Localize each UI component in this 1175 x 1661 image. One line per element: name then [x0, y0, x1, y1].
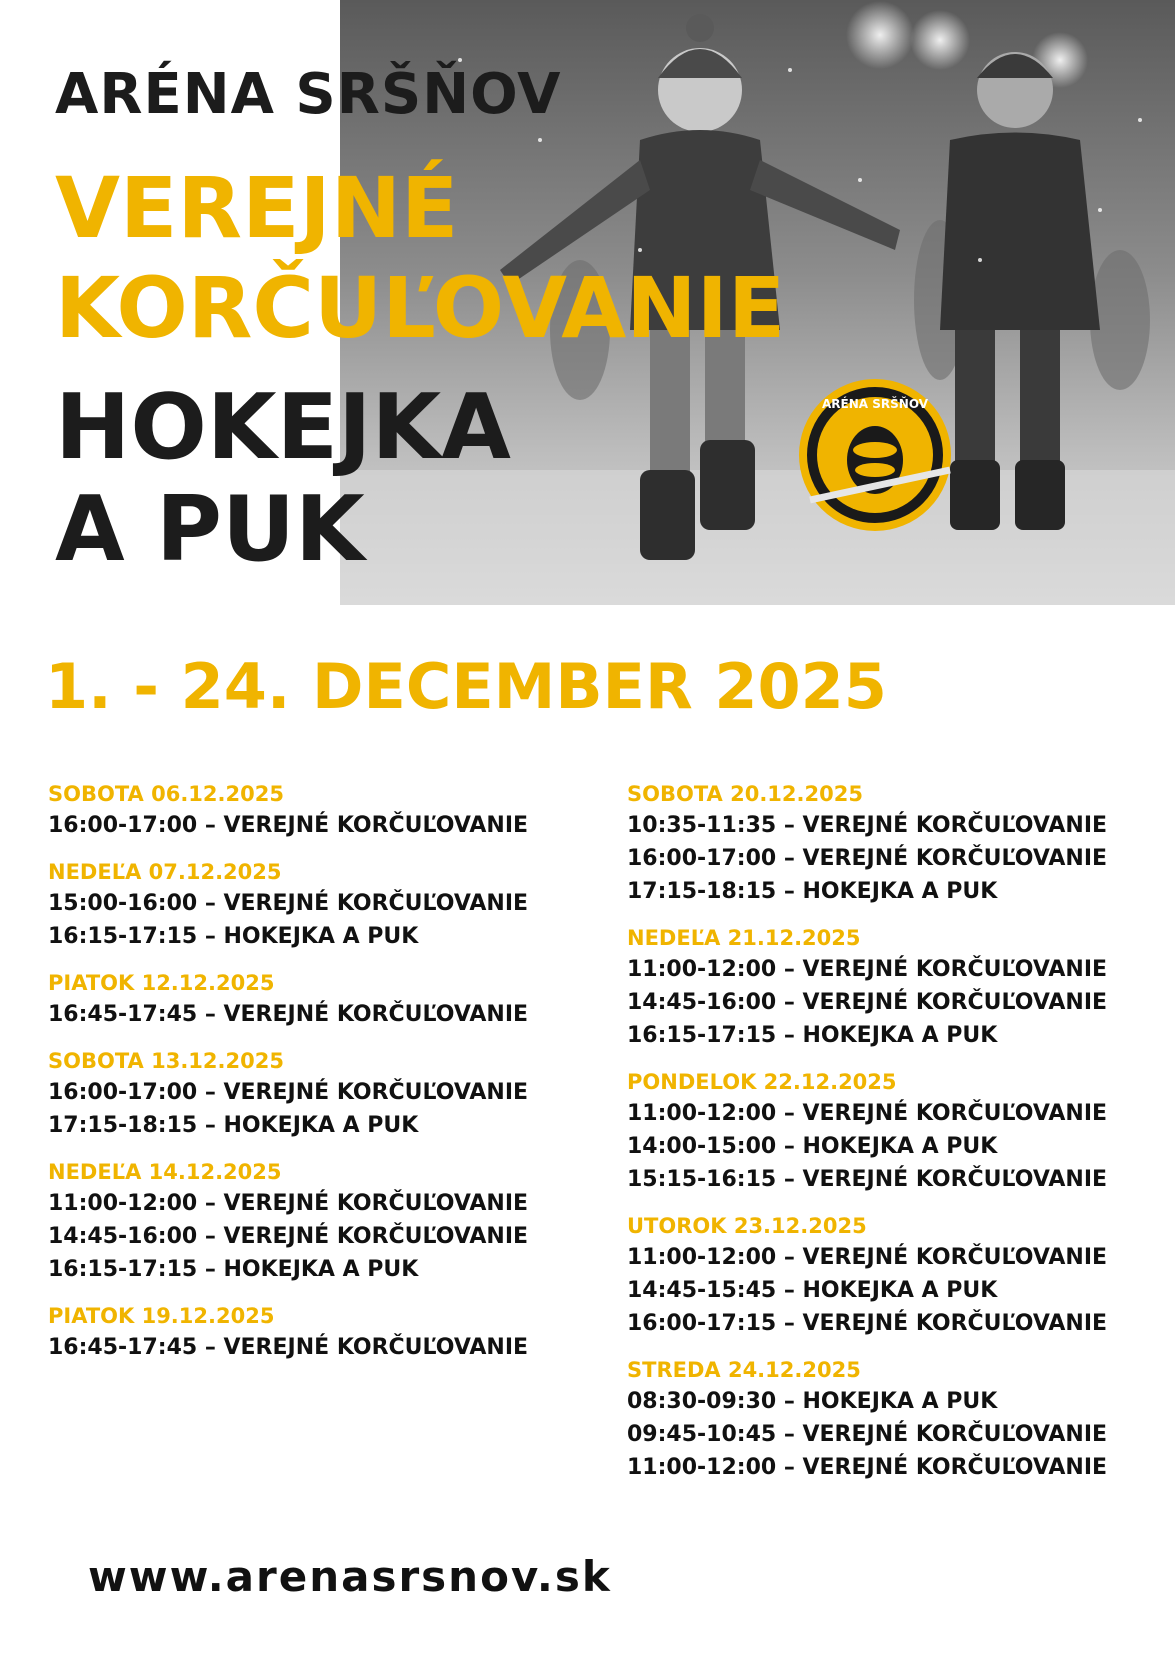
skater-boy	[940, 52, 1100, 530]
day-title: PIATOK 19.12.2025	[48, 1304, 275, 1328]
day-title: UTOROK 23.12.2025	[627, 1214, 867, 1238]
schedule-right-column	[627, 780, 1175, 1500]
venue-title: ARÉNA SRŠŇOV	[55, 62, 562, 127]
event-period: 1. - 24. DECEMBER 2025	[45, 650, 887, 723]
time-slot: 09:45-10:45 – VEREJNÉ KORČUĽOVANIE	[627, 1422, 1108, 1447]
time-slot: 16:00-17:00 – VEREJNÉ KORČUĽOVANIE	[48, 813, 529, 838]
time-slot: 17:15-18:15 – HOKEJKA A PUK	[48, 1113, 419, 1138]
day-title: SOBOTA 06.12.2025	[48, 782, 284, 806]
arena-srsnov-logo	[803, 383, 950, 527]
schedule-day	[627, 780, 1175, 908]
time-slot: 11:00-12:00 – VEREJNÉ KORČUĽOVANIE	[627, 1245, 1108, 1270]
schedule-day	[627, 924, 1175, 1052]
svg-text:ARÉNA SRŠŇOV: ARÉNA SRŠŇOV	[822, 397, 928, 411]
schedule-day	[48, 1047, 598, 1142]
schedule-day	[48, 858, 598, 953]
day-title: NEDEĽA 21.12.2025	[627, 926, 861, 950]
schedule-left-column	[48, 780, 598, 1380]
day-title: SOBOTA 13.12.2025	[48, 1049, 284, 1073]
time-slot: 15:00-16:00 – VEREJNÉ KORČUĽOVANIE	[48, 891, 529, 916]
time-slot: 16:00-17:15 – VEREJNÉ KORČUĽOVANIE	[627, 1311, 1108, 1336]
subtitle-line-1: HOKEJKA	[55, 375, 511, 480]
schedule-day	[48, 1158, 598, 1286]
schedule-day	[48, 969, 598, 1031]
time-slot: 14:45-16:00 – VEREJNÉ KORČUĽOVANIE	[48, 1224, 529, 1249]
schedule-day	[48, 780, 598, 842]
time-slot: 11:00-12:00 – VEREJNÉ KORČUĽOVANIE	[627, 1101, 1108, 1126]
time-slot: 10:35-11:35 – VEREJNÉ KORČUĽOVANIE	[627, 813, 1108, 838]
time-slot: 16:15-17:15 – HOKEJKA A PUK	[627, 1023, 998, 1048]
website-link[interactable]: www.arenasrsnov.sk	[88, 1552, 612, 1601]
time-slot: 11:00-12:00 – VEREJNÉ KORČUĽOVANIE	[627, 957, 1108, 982]
time-slot: 16:00-17:00 – VEREJNÉ KORČUĽOVANIE	[627, 846, 1108, 871]
time-slot: 16:15-17:15 – HOKEJKA A PUK	[48, 924, 419, 949]
title-line-2: KORČUĽOVANIE	[55, 259, 786, 357]
day-title: NEDEĽA 07.12.2025	[48, 860, 282, 884]
time-slot: 14:45-15:45 – HOKEJKA A PUK	[627, 1278, 998, 1303]
day-title: PIATOK 12.12.2025	[48, 971, 275, 995]
subtitle-line-2: A PUK	[55, 477, 365, 582]
time-slot: 08:30-09:30 – HOKEJKA A PUK	[627, 1389, 998, 1414]
time-slot: 16:15-17:15 – HOKEJKA A PUK	[48, 1257, 419, 1282]
day-title: PONDELOK 22.12.2025	[627, 1070, 897, 1094]
time-slot: 16:45-17:45 – VEREJNÉ KORČUĽOVANIE	[48, 1335, 529, 1360]
time-slot: 14:45-16:00 – VEREJNÉ KORČUĽOVANIE	[627, 990, 1108, 1015]
day-title: NEDEĽA 14.12.2025	[48, 1160, 282, 1184]
schedule-day	[627, 1068, 1175, 1196]
time-slot: 11:00-12:00 – VEREJNÉ KORČUĽOVANIE	[627, 1455, 1108, 1480]
time-slot: 11:00-12:00 – VEREJNÉ KORČUĽOVANIE	[48, 1191, 529, 1216]
day-title: SOBOTA 20.12.2025	[627, 782, 863, 806]
time-slot: 15:15-16:15 – VEREJNÉ KORČUĽOVANIE	[627, 1167, 1108, 1192]
schedule-day	[627, 1212, 1175, 1340]
time-slot: 14:00-15:00 – HOKEJKA A PUK	[627, 1134, 998, 1159]
time-slot: 17:15-18:15 – HOKEJKA A PUK	[627, 879, 998, 904]
schedule-day	[48, 1302, 598, 1364]
time-slot: 16:45-17:45 – VEREJNÉ KORČUĽOVANIE	[48, 1002, 529, 1027]
schedule-day	[627, 1356, 1175, 1484]
day-title: STREDA 24.12.2025	[627, 1358, 861, 1382]
time-slot: 16:00-17:00 – VEREJNÉ KORČUĽOVANIE	[48, 1080, 529, 1105]
title-line-1: VEREJNÉ	[55, 159, 459, 257]
